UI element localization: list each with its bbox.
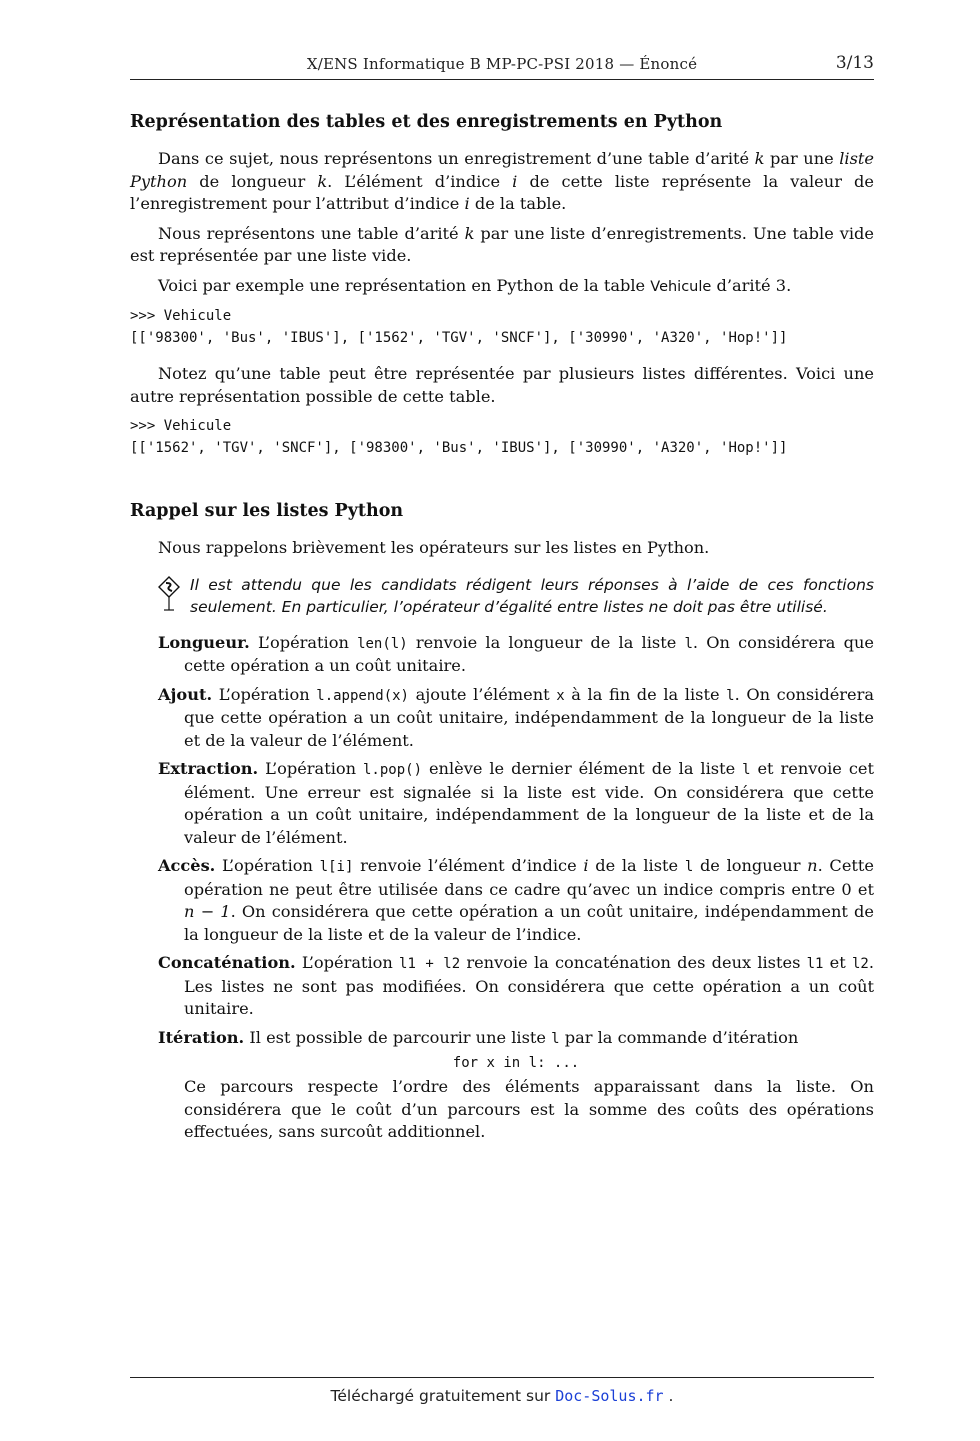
paragraph-intro: Nous rappelons brièvement les opérateurs sur les listes en Python. — [158, 538, 710, 557]
dangerous-bend-icon — [158, 576, 180, 612]
doc-solus-link[interactable]: Doc-Solus.fr — [555, 1387, 664, 1405]
page-number: 3/13 — [835, 53, 874, 73]
warning-note: Il est attendu que les candidats rédigent leurs réponses à l’aide de ces fonctions seulement. En particulier, l’opérateur d’égalité entre listes ne doit pas être utilisé. — [130, 574, 874, 618]
iteration-code: for x in l: ... — [452, 1055, 580, 1071]
code-example-1: >>> Vehicule [['98300', 'Bus', 'IBUS'], ['1562', 'TGV', 'SNCF'], ['30990', 'A320', 'Hop!']] — [130, 308, 788, 346]
paragraph-note: Notez qu’une table peut être représentée par plusieurs listes différentes. Voici une autre représentation possible de cette table. — [130, 364, 874, 406]
section-title-tables: Représentation des tables et des enregistrements en Python — [130, 112, 723, 132]
paragraph-tables: Nous représentons une table d’arité k par une liste d’enregistrements. Une table vide est représentée par une liste vide. — [130, 223, 874, 265]
page-header — [130, 52, 874, 80]
code-example-2: >>> Vehicule [['1562', 'TGV', 'SNCF'], ['98300', 'Bus', 'IBUS'], ['30990', 'A320', 'Hop!']] — [130, 418, 788, 456]
list-item-concatenation: Concaténation. L’opération l1 + l2 renvoie la concaténation des deux listes l1 et l2. Les listes ne sont pas modifiées. On considérera que cette opération a un coût unitaire. — [158, 953, 874, 1018]
list-item-acces: Accès. L’opération l[i] renvoie l’élément d’indice i de la liste l de longueur n. Cette opération ne peut être utilisée dans ce cadre qu’avec un indice compris entre 0 et n − 1. On considérera que cette opération a un coût unitaire, indépendamment de la longueur de la liste et de la valeur de l’indice. — [158, 856, 874, 944]
page-content — [130, 110, 874, 1144]
list-item-iteration: Itération. Il est possible de parcourir une liste l par la commande d’itération — [158, 1027, 799, 1047]
paragraph-records: Dans ce sujet, nous représentons un enregistrement d’une table d’arité k par une liste Python de longueur k. L’élément d’indice i de cette liste représente la valeur de l’enregistrement pour l’attribut d’indice i de la table. — [130, 149, 874, 213]
header-title: X/ENS Informatique B MP-PC-PSI 2018 — Énoncé — [306, 55, 698, 73]
paragraph-example: Voici par exemple une représentation en Python de la table Vehicule d’arité 3. — [158, 275, 792, 295]
list-item-extraction: Extraction. L’opération l.pop() enlève le dernier élément de la liste l et renvoie cet élément. Une erreur est signalée si la liste est vide. On considérera que cette opération a un coût unitaire, indépendamment de la longueur de la liste et de la valeur de l’élément. — [158, 759, 874, 847]
iteration-description: Ce parcours respecte l’ordre des éléments apparaissant dans la liste. On considérera que le coût d’un parcours est la somme des coûts des opérations effectuées, sans surcoût additionnel. — [184, 1077, 874, 1141]
footer-text: Téléchargé gratuitement sur Doc-Solus.fr . — [330, 1387, 674, 1405]
section-title-lists: Rappel sur les listes Python — [130, 501, 404, 521]
list-item-ajout: Ajout. L’opération l.append(x) ajoute l’élément x à la fin de la liste l. On considérera que cette opération a un coût unitaire, indépendamment de la longueur de la liste et de la valeur de l’élément. — [158, 684, 874, 750]
list-item-longueur: Longueur. L’opération len(l) renvoie la longueur de la liste l. On considérera que cette opération a un coût unitaire. — [158, 632, 874, 675]
page-footer — [130, 1377, 874, 1405]
